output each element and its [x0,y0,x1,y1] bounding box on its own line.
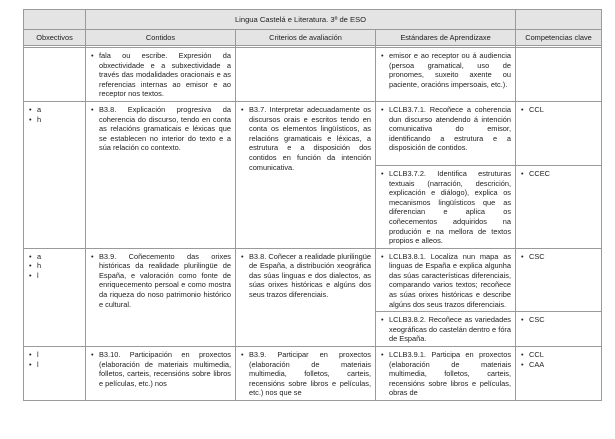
objective-item: • a [28,252,81,262]
criterion-cell [236,248,376,346]
content-text: • B3.8. Explicación progresiva da coherencia do discurso, tendo en conta as relacións gramaticais e léxicas que se establecen no interior do texto e a súa relación co contexto. [90,105,231,153]
standard-text: • LCLB3.8.1. Localiza nun mapa as linguas de España e explica algunha das súas características diferenciais, comparando varios textos; recoñece as súas orixes históricas e describe algúns dos seus trazos diferenciais. [380,252,511,310]
content-text: • B3.10. Participación en proxectos (elaboración de materiais multimedia, folletos, carteis, recensións sobre libros e películas, etc.) nos [90,350,231,388]
objective-item: • l [28,271,81,281]
standard-text: • LCLB3.8.2. Recoñece as variedades xeográficas do castelán dentro e fóra de España. [380,315,511,344]
competence-cell [516,312,602,347]
column-header-criteria: Criterios de avaliación [236,30,376,46]
column-header-competences: Competencias clave [516,30,602,46]
standard-cell [376,165,516,248]
content-text: • B3.9. Coñecemento das orixes históricas da realidade plurilingüe de España, e valoración como fonte de enriquecemento persoal e como mostra da riqueza do noso patrimonio histórico e cultural. [90,252,231,310]
competence-cell [516,248,602,312]
standard-cell [376,347,516,401]
curriculum-table-page [23,9,601,401]
competence-item: • CCL [520,350,597,360]
competence-item: • CCL [520,105,597,115]
criterion-text: • B3.8. Coñecer a realidade plurilingüe de España, a distribución xeográfica das súas linguas e dos dialectos, as súas orixes históricas e algúns dos seus trazos diferenciais. [240,252,371,300]
objective-item: • h [28,115,81,125]
content-cell [86,347,236,401]
criterion-cell [236,347,376,401]
column-header-objectives: Obxectivos [24,30,86,46]
objectives-cell [24,347,86,401]
table-row [24,347,602,401]
competence-item: • CSC [520,315,597,325]
standard-text: • LCLB3.9.1. Participa en proxectos (elaboración de materiais multimedia, folletos, carteis, recensións sobre libros e películas, obras de [380,350,511,398]
objectives-cell [24,248,86,346]
column-header-contents: Contidos [86,30,236,46]
criterion-text: • B3.9. Participar en proxectos (elaboración de materiais multimedia, folletos, carteis, recensións sobre libros e películas, etc.) nos que se [240,350,371,398]
curriculum-table [23,9,602,401]
content-cell [86,101,236,248]
standard-cell [376,312,516,347]
competence-cell [516,165,602,248]
header-blank-right [516,10,602,30]
competence-cell [516,347,602,401]
standard-text: • emisor e ao receptor ou á audiencia (persoa gramatical, uso de pronomes, suxeito axente ou paciente, oracións impersoais, etc.). [380,51,511,89]
table-row [24,101,602,165]
competence-item: • CCEC [520,169,597,179]
standard-cell [376,101,516,165]
objectives-cell [24,101,86,248]
column-header-standards: Estándares de Aprendizaxe [376,30,516,46]
standard-text: • LCLB3.7.2. Identifica estruturas textuais (narración, descrición, explicación e diálogo), explica os mecanismos lingüísticos que as diferencian e aplica os coñecementos adquiridos na produción e na mellora de textos propios e alleos. [380,169,511,246]
objective-item: • a [28,105,81,115]
content-text: • fala ou escribe. Expresión da obxectividade e a subxectividade a través das modalidades oracionais e as referencias internas ao emisor e ao receptor nos textos. [90,51,231,99]
objective-item: • l [28,350,81,360]
table-row [24,48,602,102]
objective-item: • l [28,360,81,370]
standard-cell [376,248,516,312]
objectives-cell [24,48,86,102]
competence-item: • CAA [520,360,597,370]
competence-cell [516,48,602,102]
content-cell [86,248,236,346]
competence-item: • CSC [520,252,597,262]
criterion-cell [236,48,376,102]
table-row [24,248,602,312]
criterion-cell [236,101,376,248]
competence-cell [516,101,602,165]
standard-cell [376,48,516,102]
criterion-text: • B3.7. Interpretar adecuadamente os discursos orais e escritos tendo en conta os elementos lingüísticos, as relacións gramaticais e léxicas, a estrutura e a disposición dos contidos en función da intención comunicativa. [240,105,371,172]
objective-item: • h [28,261,81,271]
header-blank-left [24,10,86,30]
standard-text: • LCLB3.7.1. Recoñece a coherencia dun discurso atendendo á intención comunicativa do emisor, identificando a estrutura e a disposición de contidos. [380,105,511,153]
content-cell [86,48,236,102]
subject-title: Lingua Castelá e Literatura. 3º de ESO [86,10,516,30]
